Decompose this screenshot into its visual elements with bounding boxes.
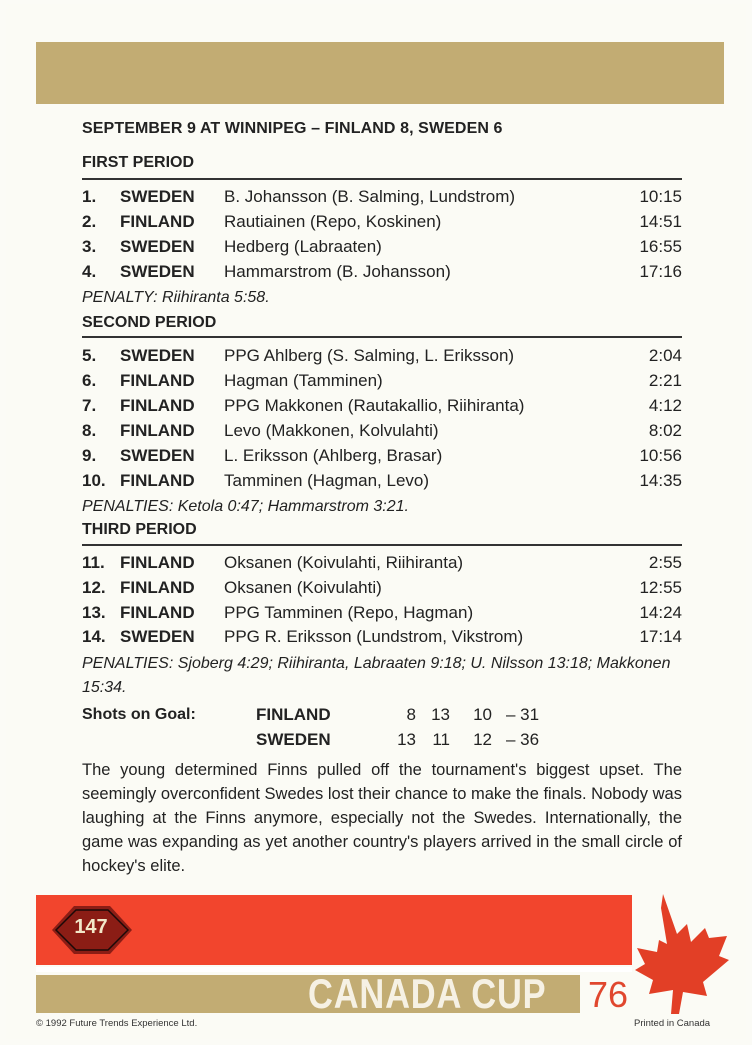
goal-team: FINLAND [120, 471, 195, 490]
shots-total: – 36 [506, 730, 540, 749]
penalty-note: PENALTY: Riihiranta 5:58. [82, 289, 270, 306]
period-heading-second: SECOND PERIOD [82, 314, 217, 331]
goal-time: 10:56 [639, 446, 682, 465]
maple-leaf-icon [633, 890, 733, 1016]
goal-row [82, 396, 682, 420]
goal-time: 17:14 [639, 627, 682, 646]
goal-team: FINLAND [120, 396, 195, 415]
goal-team: SWEDEN [120, 262, 195, 281]
goal-row [82, 237, 682, 261]
shots-period-2: 11 [432, 730, 450, 749]
period-rule [82, 544, 682, 546]
period-heading-third: THIRD PERIOD [82, 521, 197, 538]
canada-cup-logo-text: CANADA CUP [308, 970, 547, 1017]
printed-in-notice: Printed in Canada [634, 1018, 711, 1029]
goal-number: 6. [82, 371, 97, 390]
goal-time: 2:55 [648, 553, 682, 572]
shots-on-goal-label: Shots on Goal: [82, 706, 196, 723]
goal-number: 13. [82, 603, 106, 622]
goal-number: 1. [82, 187, 97, 206]
game-title: SEPTEMBER 9 AT WINNIPEG – FINLAND 8, SWEDEN 6 [82, 120, 503, 137]
goal-team: FINLAND [120, 421, 195, 440]
goal-number: 11. [82, 553, 105, 572]
goal-row [82, 603, 682, 627]
goal-team: FINLAND [120, 603, 195, 622]
goal-number: 3. [82, 237, 97, 256]
goal-time: 14:35 [639, 471, 682, 490]
goal-time: 16:55 [639, 237, 682, 256]
goal-number: 14. [82, 627, 106, 646]
shots-period-3: 12 [473, 730, 492, 749]
goal-row [82, 578, 682, 602]
goal-scorer: PPG Makkonen (Rautakallio, Riihiranta) [224, 396, 525, 415]
goal-time: 12:55 [639, 578, 682, 597]
goal-team: FINLAND [120, 553, 195, 572]
goal-row [82, 553, 682, 577]
shots-team: FINLAND [256, 705, 331, 724]
goal-number: 8. [82, 421, 97, 440]
shots-period-1: 13 [397, 730, 416, 749]
shots-period-3: 10 [473, 705, 492, 724]
goal-scorer: Hammarstrom (B. Johansson) [224, 262, 451, 281]
goal-row [82, 421, 682, 445]
goal-team: SWEDEN [120, 237, 195, 256]
period-rule [82, 336, 682, 338]
canada-cup-logo-year: 76 [588, 974, 629, 1015]
goal-row [82, 371, 682, 395]
goal-scorer: PPG R. Eriksson (Lundstrom, Vikstrom) [224, 627, 524, 646]
goal-row [82, 627, 682, 651]
goal-number: 7. [82, 396, 97, 415]
goal-number: 9. [82, 446, 97, 465]
goal-time: 10:15 [639, 187, 682, 206]
goal-number: 12. [82, 578, 106, 597]
shots-row [256, 705, 556, 729]
goal-row [82, 262, 682, 286]
goal-number: 5. [82, 346, 97, 365]
goal-scorer: PPG Tamminen (Repo, Hagman) [224, 603, 474, 622]
goal-row [82, 446, 682, 470]
goal-scorer: Rautiainen (Repo, Koskinen) [224, 212, 442, 231]
goal-scorer: Hedberg (Labraaten) [224, 237, 382, 256]
goal-scorer: PPG Ahlberg (S. Salming, L. Eriksson) [224, 346, 515, 365]
goal-scorer: Levo (Makkonen, Kolvulahti) [224, 421, 439, 440]
goal-time: 8:02 [648, 421, 682, 440]
penalty-note: PENALTIES: Ketola 0:47; Hammarstrom 3:21. [82, 498, 409, 515]
goal-time: 4:12 [648, 396, 682, 415]
goal-row [82, 346, 682, 370]
period-heading-first: FIRST PERIOD [82, 154, 195, 171]
goal-team: FINLAND [120, 578, 195, 597]
goal-number: 2. [82, 212, 97, 231]
copyright-notice: © 1992 Future Trends Experience Ltd. [36, 1018, 198, 1029]
goal-team: SWEDEN [120, 446, 195, 465]
goal-scorer: Tamminen (Hagman, Levo) [224, 471, 430, 490]
goal-team: SWEDEN [120, 346, 195, 365]
card-number: 147 [74, 916, 108, 938]
shots-period-1: 8 [406, 705, 416, 724]
shots-total: – 31 [506, 705, 540, 724]
goal-row [82, 187, 682, 211]
goal-row [82, 471, 682, 495]
shots-team: SWEDEN [256, 730, 331, 749]
top-gold-band [36, 42, 724, 104]
goal-scorer: Oksanen (Koivulahti) [224, 578, 382, 597]
goal-scorer: L. Eriksson (Ahlberg, Brasar) [224, 446, 443, 465]
goal-team: SWEDEN [120, 187, 195, 206]
goal-team: FINLAND [120, 371, 195, 390]
goal-scorer: B. Johansson (B. Salming, Lundstrom) [224, 187, 516, 206]
shots-period-2: 13 [431, 705, 450, 724]
goal-row [82, 212, 682, 236]
goal-time: 14:24 [639, 603, 682, 622]
shots-row [256, 730, 556, 754]
goal-time: 2:21 [648, 371, 682, 390]
game-story: The young determined Finns pulled off the tournament's biggest upset. The seemingly overconfident Swedes lost their chance to make the finals. Nobody was laughing at the Finns anymore, especially not the Swedes. Internationally, the game was expanding as yet another country's players arrived in the small circle of hockey's elite. [82, 761, 682, 875]
period-rule [82, 178, 682, 180]
goal-scorer: Hagman (Tamminen) [224, 371, 383, 390]
goal-number: 10. [82, 471, 106, 490]
goal-team: SWEDEN [120, 627, 195, 646]
goal-number: 4. [82, 262, 97, 281]
goal-time: 17:16 [639, 262, 682, 281]
goal-time: 14:51 [639, 212, 682, 231]
goal-time: 2:04 [648, 346, 682, 365]
penalty-note: PENALTIES: Sjoberg 4:29; Riihiranta, Labraaten 9:18; U. Nilsson 13:18; Makkonen 15:34. [82, 655, 671, 696]
goal-team: FINLAND [120, 212, 195, 231]
goal-scorer: Oksanen (Koivulahti, Riihiranta) [224, 553, 464, 572]
